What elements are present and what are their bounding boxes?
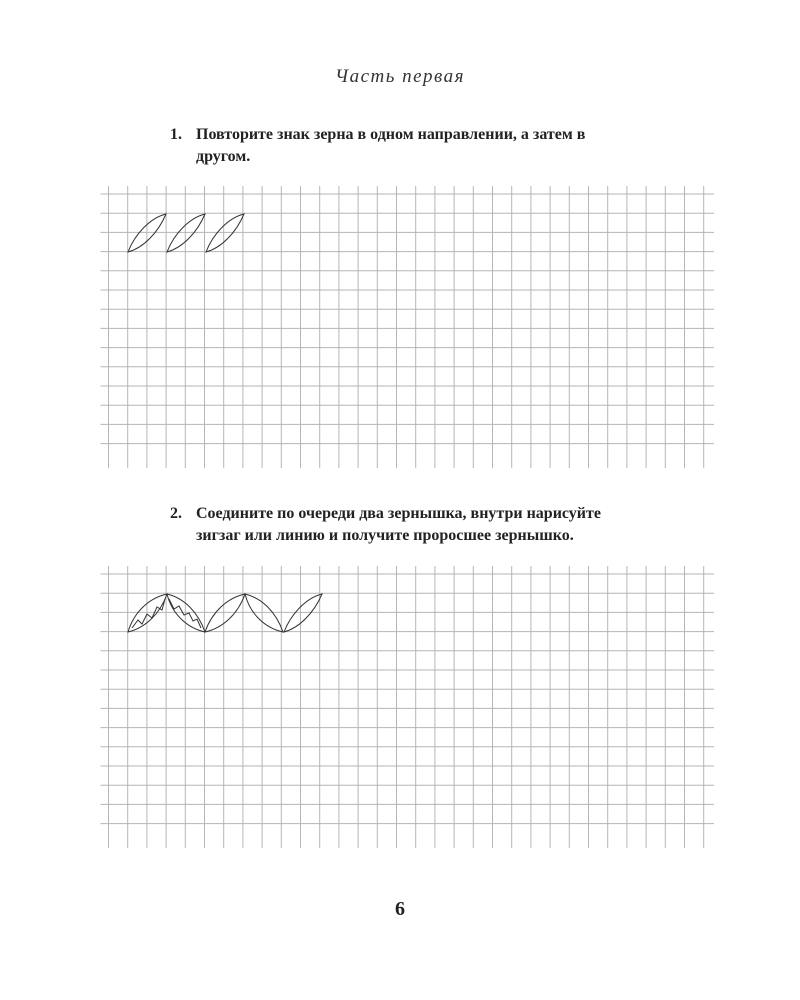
running-head: Часть первая bbox=[334, 66, 466, 87]
task-2-number: 2. bbox=[170, 505, 182, 522]
grain-sign bbox=[284, 594, 322, 632]
grain-right-half bbox=[167, 594, 205, 632]
task-1-number: 1. bbox=[170, 126, 182, 143]
grid-task-2 bbox=[101, 566, 715, 848]
sprouted-grain-samples-task-2 bbox=[128, 594, 322, 632]
grain-left-half bbox=[205, 594, 245, 632]
task-2 bbox=[170, 503, 640, 547]
grain-samples-task-1 bbox=[128, 214, 244, 252]
page-number: 6 bbox=[395, 898, 405, 920]
grain-sign bbox=[167, 214, 205, 252]
grain-sign bbox=[206, 214, 244, 252]
grain-right-half bbox=[245, 594, 283, 632]
grid-task-1 bbox=[101, 186, 715, 468]
task-2-text: Соедините по очереди два зернышка, внутри нарисуйте зигзаг или линию и получите проросшее зернышко. bbox=[196, 505, 601, 544]
task-1-text: Повторите знак зерна в одном направлении, а затем в другом. bbox=[196, 126, 586, 165]
